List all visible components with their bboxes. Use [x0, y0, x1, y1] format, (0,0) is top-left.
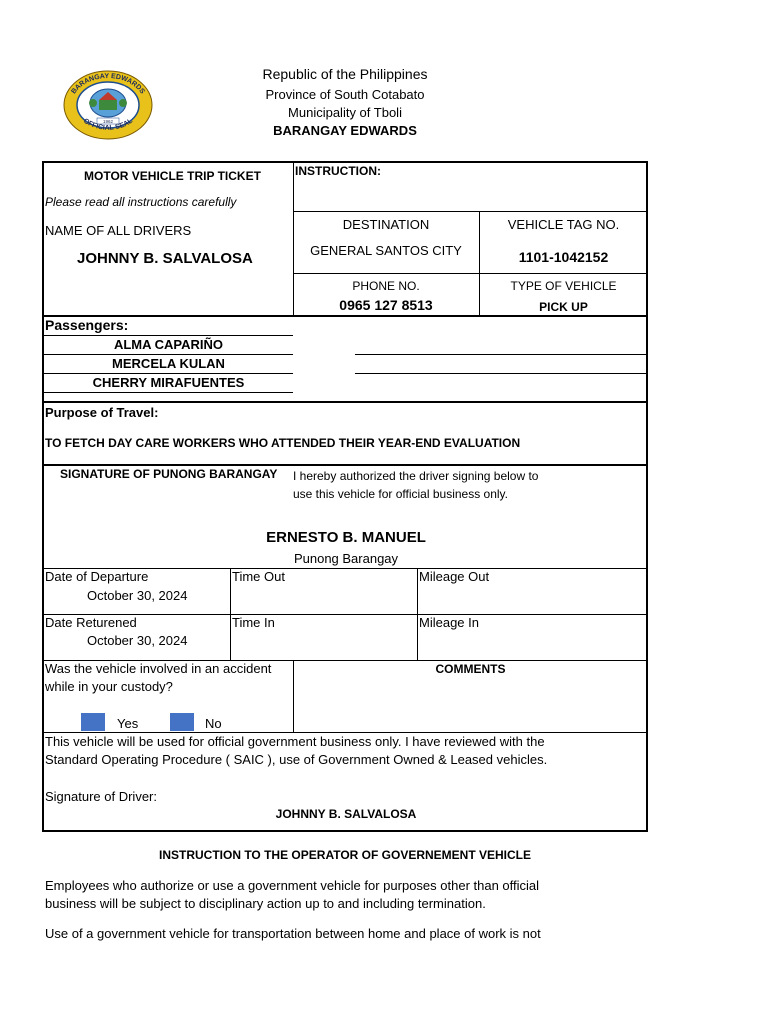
yes-checkbox[interactable] — [81, 713, 105, 731]
vehicle-type-value: PICK UP — [539, 300, 588, 314]
authorization-text-1: I hereby authorized the driver signing below to — [293, 469, 539, 483]
purpose-label: Purpose of Travel: — [45, 405, 159, 420]
instruction-paragraph-1-line-1: Employees who authorize or use a government vehicle for purposes other than official — [45, 878, 540, 893]
trip-ticket-form — [42, 161, 648, 832]
time-in-label: Time In — [232, 615, 275, 630]
vehicle-type-label: TYPE OF VEHICLE — [510, 279, 617, 293]
mileage-out-label: Mileage Out — [419, 569, 490, 584]
drivers-label: NAME OF ALL DRIVERS — [45, 223, 192, 238]
passenger-2: MERCELA KULAN — [112, 356, 225, 371]
accident-question-2: while in your custody? — [45, 679, 173, 694]
signatory-name: ERNESTO B. MANUEL — [266, 529, 426, 546]
departure-date: October 30, 2024 — [87, 588, 188, 603]
seal-text-top: BARANGAY EDWARDS — [70, 72, 146, 96]
passenger-3: CHERRY MIRAFUENTES — [92, 375, 245, 390]
yes-label: Yes — [117, 716, 139, 731]
returned-date: October 30, 2024 — [87, 633, 188, 648]
punong-barangay-signature-label: SIGNATURE OF PUNONG BARANGAY — [60, 467, 278, 481]
driver-signature-name: JOHNNY B. SALVALOSA — [275, 807, 417, 821]
authorization-text-2: use this vehicle for official business only. — [293, 487, 508, 501]
vehicle-tag-label: VEHICLE TAG NO. — [507, 217, 620, 232]
instruction-label: INSTRUCTION: — [295, 164, 381, 178]
mileage-in-label: Mileage In — [419, 615, 479, 630]
ticket-subtitle: Please read all instructions carefully — [45, 195, 237, 209]
passenger-1: ALMA CAPARIÑO — [113, 337, 224, 352]
time-out-label: Time Out — [232, 569, 285, 584]
purpose-text: TO FETCH DAY CARE WORKERS WHO ATTENDED THEIR YEAR-END EVALUATION — [45, 436, 521, 450]
returned-label: Date Returened — [45, 615, 137, 630]
no-checkbox[interactable] — [170, 713, 194, 731]
driver-name: JOHNNY B. SALVALOSA — [77, 250, 253, 267]
header-province: Province of South Cotabato — [265, 87, 425, 102]
accident-question-1: Was the vehicle involved in an accident — [45, 661, 272, 676]
destination-value: GENERAL SANTOS CITY — [310, 243, 462, 258]
instructions-title: INSTRUCTION TO THE OPERATOR OF GOVERNEMENT VEHICLE — [158, 848, 532, 862]
departure-label: Date of Departure — [45, 569, 149, 584]
seal-text-bottom: OFFICIAL SEAL — [82, 117, 135, 132]
certification-line-1: This vehicle will be used for official government business only. I have reviewed with the — [45, 734, 545, 749]
header-municipality: Municipality of Tboli — [288, 105, 402, 120]
phone-label: PHONE NO. — [352, 279, 420, 293]
no-label: No — [205, 716, 222, 731]
passengers-label: Passengers: — [45, 317, 129, 333]
ticket-title: MOTOR VEHICLE TRIP TICKET — [84, 169, 261, 183]
phone-value: 0965 127 8513 — [339, 297, 433, 313]
instruction-paragraph-1-line-2: business will be subject to disciplinary action up to and including termination. — [45, 896, 486, 911]
certification-line-2: Standard Operating Procedure ( SAIC ), use of Government Owned & Leased vehicles. — [45, 752, 548, 767]
driver-signature-label: Signature of Driver: — [45, 789, 157, 804]
official-seal-icon — [63, 70, 153, 140]
signatory-position: Punong Barangay — [293, 551, 399, 566]
instruction-paragraph-2-line-1: Use of a government vehicle for transportation between home and place of work is not — [45, 926, 541, 941]
destination-label: DESTINATION — [342, 217, 430, 232]
header-republic: Republic of the Philippines — [262, 66, 428, 82]
header-barangay: BARANGAY EDWARDS — [273, 123, 417, 138]
seal-year: 1962 — [102, 119, 114, 124]
vehicle-tag-value: 1101-1042152 — [518, 249, 609, 265]
comments-label: COMMENTS — [435, 662, 506, 676]
